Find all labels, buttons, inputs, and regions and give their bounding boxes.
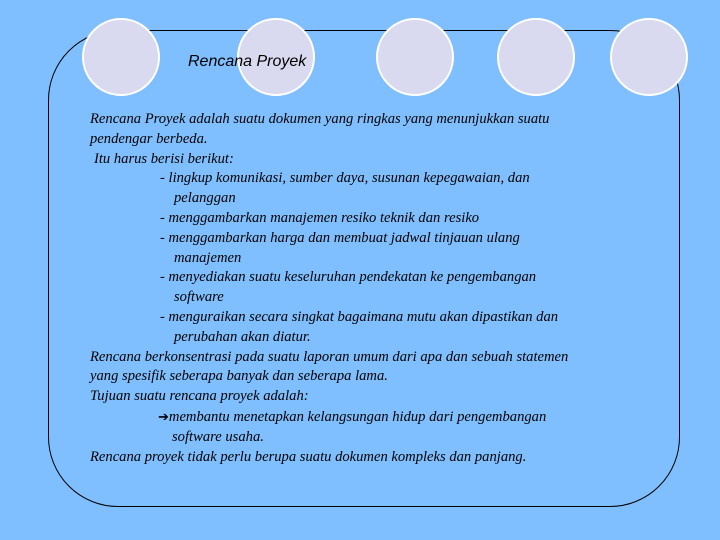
bullet-continuation: pelanggan <box>174 190 236 207</box>
body-line: pendengar berbeda. <box>90 130 208 147</box>
body-line: Rencana proyek tidak perlu berupa suatu dokumen kompleks dan panjang. <box>90 448 527 465</box>
body-line: Tujuan suatu rencana proyek adalah: <box>90 388 309 405</box>
bullet-item: - menggambarkan manajemen resiko teknik dan resiko <box>160 209 480 226</box>
slide-title: Rencana Proyek <box>188 53 307 70</box>
bullet-item: - menguraikan secara singkat bagaimana mutu akan dipastikan dan <box>160 308 559 325</box>
bullet-item: - lingkup komunikasi, sumber daya, susunan kepegawaian, dan <box>160 170 530 187</box>
decorative-circle-4 <box>497 18 575 96</box>
bullet-continuation: software <box>174 289 224 306</box>
body-line: Rencana berkonsentrasi pada suatu laporan umum dari apa dan sebuah statemen <box>90 348 569 365</box>
bullet-item: - menyediakan suatu keseluruhan pendekatan ke pengembangan <box>160 269 537 286</box>
bullet-continuation: manajemen <box>174 249 242 266</box>
body-line: Itu harus berisi berikut: <box>94 150 234 167</box>
arrow-item-continuation: software usaha. <box>172 428 264 445</box>
body-line: yang spesifik seberapa banyak dan seberapa lama. <box>90 368 388 385</box>
slide-body <box>90 110 650 467</box>
decorative-circle-3 <box>376 18 454 96</box>
bullet-continuation: perubahan akan diatur. <box>174 328 311 345</box>
arrow-right-icon: ➔ <box>158 408 169 424</box>
arrow-item <box>90 407 650 428</box>
bullet-item: - menggambarkan harga dan membuat jadwal tinjauan ulang <box>160 229 520 246</box>
arrow-item-text: membantu menetapkan kelangsungan hidup dari pengembangan <box>168 408 547 425</box>
body-line: Rencana Proyek adalah suatu dokumen yang ringkas yang menunjukkan suatu <box>90 111 550 127</box>
decorative-circle-1 <box>82 18 160 96</box>
decorative-circle-5 <box>610 18 688 96</box>
